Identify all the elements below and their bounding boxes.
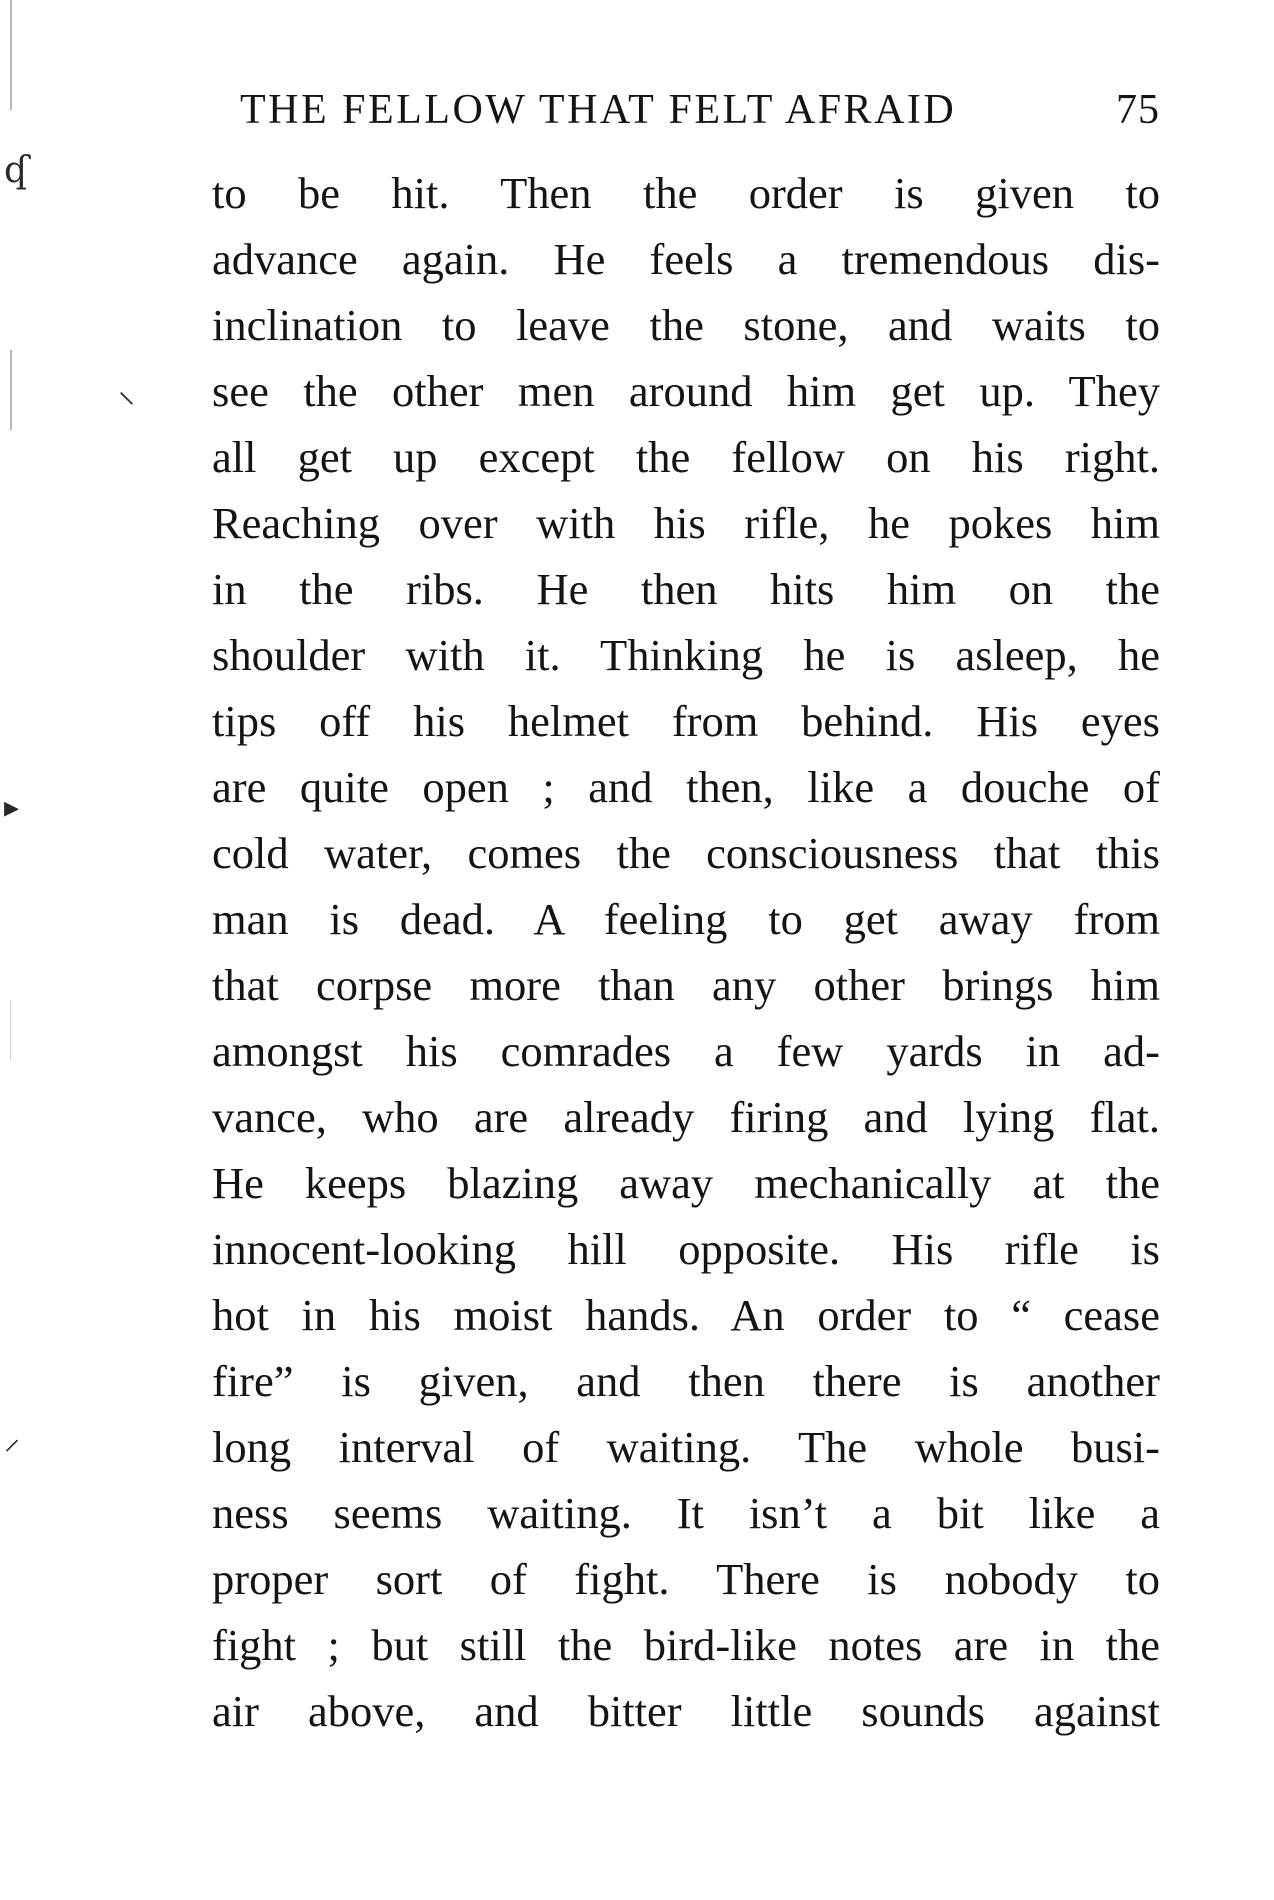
- text-line: Reaching over with his rifle, he pokes him: [212, 498, 1160, 548]
- text-line: see the other men around him get up. They: [212, 366, 1160, 416]
- text-line: shoulder with it. Thinking he is asleep, he: [212, 630, 1160, 680]
- text-line: that corpse more than any other brings him: [212, 960, 1160, 1010]
- text-line: air above, and bitter little sounds against: [212, 1686, 1160, 1736]
- margin-ink-mark: ʠ: [4, 150, 29, 191]
- text-line: He keeps blazing away mechanically at the: [212, 1158, 1160, 1208]
- margin-ink-mark: ⸜: [118, 371, 135, 411]
- text-line: amongst his comrades a few yards in ad-: [212, 1026, 1160, 1076]
- text-line: cold water, comes the consciousness that this: [212, 828, 1160, 878]
- text-line: fire” is given, and then there is another: [212, 1356, 1160, 1406]
- running-head: THE FELLOW THAT FELT AFRAID: [240, 87, 957, 133]
- text-line: vance, who are already firing and lying flat.: [212, 1092, 1160, 1142]
- margin-rule-mark: [10, 1000, 11, 1060]
- margin-rule-mark: [10, 0, 12, 110]
- text-line: tips off his helmet from behind. His eyes: [212, 696, 1160, 746]
- text-line: advance again. He feels a tremendous dis-: [212, 234, 1160, 284]
- page-number: 75: [1116, 87, 1160, 133]
- text-line: innocent-looking hill opposite. His rifle is: [212, 1224, 1160, 1274]
- text-line: hot in his moist hands. An order to “ cease: [212, 1290, 1160, 1340]
- margin-ink-mark: ⸝: [4, 1419, 21, 1457]
- margin-rule-mark: [10, 350, 12, 430]
- text-line: proper sort of fight. There is nobody to: [212, 1554, 1160, 1604]
- text-line: fight ; but still the bird-like notes are in the: [212, 1620, 1160, 1670]
- body-text: [212, 160, 1160, 1744]
- text-line: to be hit. Then the order is given to: [212, 168, 1160, 218]
- text-line: in the ribs. He then hits him on the: [212, 564, 1160, 614]
- text-line: long interval of waiting. The whole busi-: [212, 1422, 1160, 1472]
- text-line: are quite open ; and then, like a douche of: [212, 762, 1160, 812]
- margin-ink-mark: ▸: [4, 790, 20, 825]
- text-line: ness seems waiting. It isn’t a bit like a: [212, 1488, 1160, 1538]
- page-header: [240, 80, 1160, 140]
- text-line: all get up except the fellow on his right.: [212, 432, 1160, 482]
- text-line: man is dead. A feeling to get away from: [212, 894, 1160, 944]
- text-line: inclination to leave the stone, and waits to: [212, 300, 1160, 350]
